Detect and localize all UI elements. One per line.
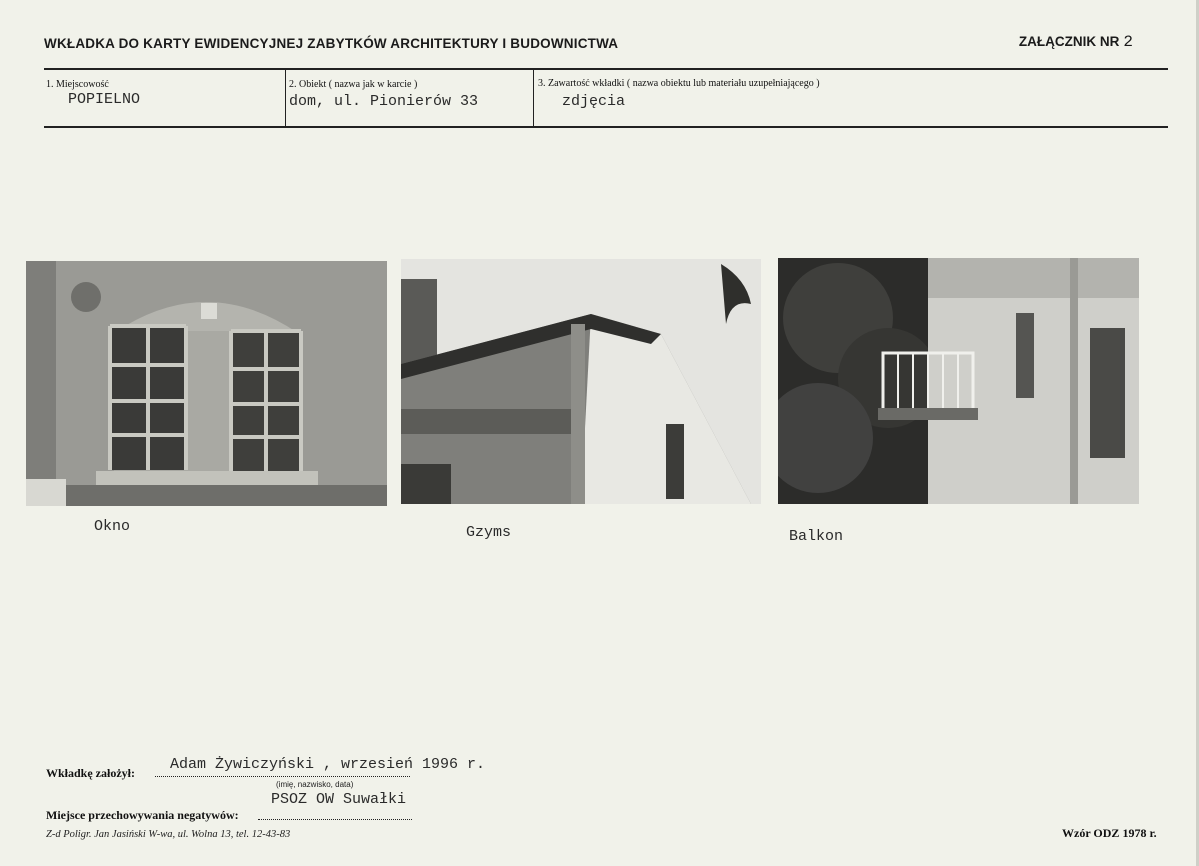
form-number: Wzór ODZ 1978 r. (1062, 826, 1157, 840)
field-label-object: 2. Obiekt ( nazwa jak w karcie ) (289, 79, 418, 90)
table-divider-2 (533, 70, 534, 126)
annex-label (1019, 33, 1133, 51)
balcony-photo (778, 258, 1139, 504)
document-title: WKŁADKA DO KARTY EWIDENCYJNEJ ZABYTKÓW ARCHITEKTURY I BUDOWNICTWA (44, 36, 619, 51)
field-label-locality: 1. Miejscowość (46, 79, 109, 90)
author-dotted-line (155, 776, 410, 777)
storage-dotted-line (258, 819, 412, 820)
window-photo (26, 261, 387, 506)
annex-number: 2 (1123, 33, 1133, 51)
cornice-photo (401, 259, 761, 504)
annex-label-text: ZAŁĄCZNIK NR (1018, 34, 1120, 49)
table-divider-1 (285, 70, 286, 126)
caption-balcony: Balkon (789, 528, 844, 545)
printer-note: Z-d Poligr. Jan Jasiński W-wa, ul. Wolna 13, tel. 12-43-83 (46, 829, 291, 840)
table-bottom-rule (44, 126, 1168, 128)
author-label: Wkładkę założył: (46, 766, 135, 780)
field-value-contents: zdjęcia (562, 93, 626, 110)
field-label-contents: 3. Zawartość wkładki ( nazwa obiektu lub materiału uzupełniającego ) (538, 78, 820, 89)
field-value-object: dom, ul. Pionierów 33 (289, 93, 479, 110)
table-top-rule (44, 68, 1168, 70)
caption-cornice: Gzyms (466, 524, 512, 541)
caption-window: Okno (94, 518, 131, 535)
storage-label: Miejsce przechowywania negatywów: (46, 808, 239, 822)
field-value-locality: POPIELNO (68, 91, 141, 108)
author-value: Adam Żywiczyński , wrzesień 1996 r. (170, 756, 486, 773)
storage-value: PSOZ OW Suwałki (271, 791, 407, 808)
author-hint: (imię, nazwisko, data) (276, 780, 354, 789)
